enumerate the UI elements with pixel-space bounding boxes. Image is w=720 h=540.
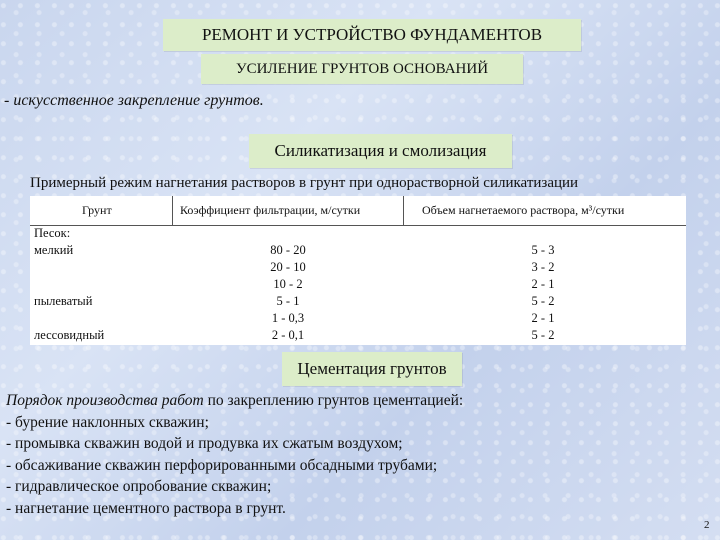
header-solution-volume: Объем нагнетаемого раствора, м³/сутки — [422, 203, 625, 217]
injection-mode-table — [30, 196, 686, 345]
volume-value: 3 - 2 — [531, 260, 555, 274]
page-number: 2 — [704, 519, 710, 531]
coef-value: 2 - 0,1 — [271, 328, 305, 342]
soil-loess: лессовидный — [34, 328, 105, 342]
table-caption: Примерный режим нагнетания растворов в грунт при однорастворной силикатизации — [30, 175, 579, 191]
header-filtration-coef: Коэффициент фильтрации, м/сутки — [180, 203, 361, 217]
procedure-step: - гидравлическое опробование скважин; — [6, 478, 272, 495]
coef-value: 10 - 2 — [273, 277, 303, 291]
procedure-list — [6, 390, 463, 519]
volume-value: 5 - 2 — [531, 328, 555, 342]
coef-value: 80 - 20 — [270, 243, 306, 257]
section-silicatization-title: Силикатизация и смолизация — [249, 134, 512, 168]
volume-value: 2 - 1 — [531, 277, 555, 291]
section-cementation-title: Цементация грунтов — [282, 352, 462, 386]
procedure-intro — [6, 390, 463, 412]
table-header-rule — [30, 225, 686, 226]
soil-group-label: Песок: — [34, 226, 71, 240]
soil-fine: мелкий — [34, 243, 74, 257]
filtration-coef-column — [255, 242, 321, 344]
procedure-intro-rest: по закреплению грунтов цементацией: — [203, 392, 464, 409]
slide-subtitle: УСИЛЕНИЕ ГРУНТОВ ОСНОВАНИЙ — [201, 54, 523, 84]
table-divider — [403, 196, 404, 226]
coef-value: 20 - 10 — [270, 260, 306, 274]
coef-value: 1 - 0,3 — [271, 311, 305, 325]
procedure-step: - промывка скважин водой и продувка их сжатым воздухом; — [6, 435, 403, 452]
topic-line: - искусственное закрепление грунтов. — [4, 92, 264, 109]
table-divider — [172, 196, 173, 226]
volume-value: 5 - 2 — [531, 294, 555, 308]
solution-volume-column — [525, 242, 561, 344]
procedure-step: - обсаживание скважин перфорированными обсадными трубами; — [6, 456, 438, 474]
volume-value: 2 - 1 — [531, 311, 555, 325]
coef-value: 5 - 1 — [276, 294, 300, 308]
procedure-step: - бурение наклонных скважин; — [6, 413, 209, 431]
soil-silty: пылеватый — [34, 294, 93, 308]
procedure-step: - нагнетание цементного раствора в грунт. — [6, 499, 286, 517]
volume-value: 5 - 3 — [531, 243, 555, 257]
header-soil: Грунт — [82, 203, 112, 217]
procedure-intro-italic: Порядок производства работ — [6, 392, 204, 409]
slide-title: РЕМОНТ И УСТРОЙСТВО ФУНДАМЕНТОВ — [163, 19, 581, 51]
